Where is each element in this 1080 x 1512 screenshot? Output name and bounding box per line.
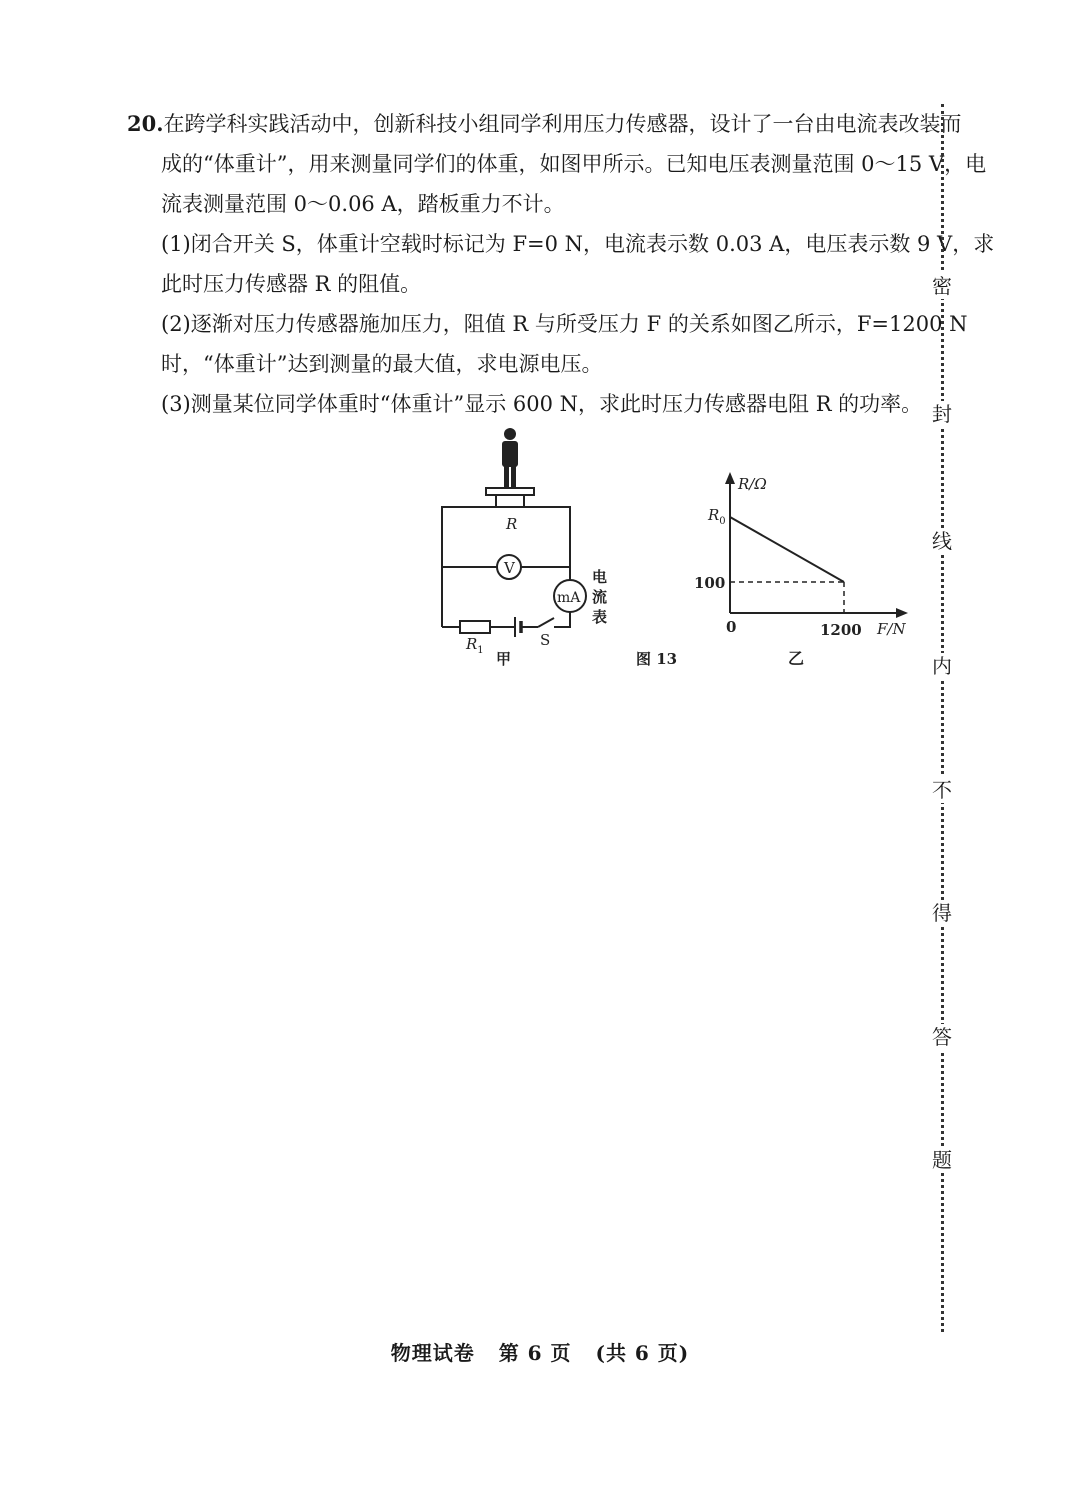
ammeter-label-3: 表: [592, 608, 608, 626]
question-number: 20.: [127, 111, 164, 136]
part-1-line-1: (1)闭合开关 S，体重计空载时标记为 F=0 N，电流表示数 0.03 A，电压表示数 9 V，求: [161, 232, 995, 256]
figure-caption: 图 13: [636, 650, 678, 668]
binding-char-5: 不: [932, 778, 952, 802]
binding-char-6: 得: [932, 901, 952, 925]
scale-plate: [486, 488, 534, 495]
circuit-caption: 甲: [496, 650, 512, 668]
resistor-label: $R_1$: [466, 635, 484, 656]
voltmeter-symbol: V: [504, 559, 515, 577]
person-icon: [502, 428, 518, 487]
figure-13: [420, 420, 920, 680]
y-top-label: $R_0$: [708, 506, 726, 527]
switch-S: [538, 618, 554, 627]
binding-char-7: 答: [932, 1025, 952, 1049]
x-axis-label: F/N: [877, 620, 906, 638]
binding-char-8: 题: [932, 1148, 952, 1172]
question-stem-line-2: 成的“体重计”，用来测量同学们的体重，如图甲所示。已知电压表测量范围 0～15 V，电: [161, 152, 987, 176]
r-f-line: [730, 517, 844, 582]
y-tick-label: 100: [694, 574, 726, 592]
page-footer: [0, 1337, 1080, 1366]
sensor-label: R: [506, 515, 518, 533]
r-f-graph: [694, 472, 908, 668]
y-axis-arrow: [725, 472, 735, 484]
question-line-1: [127, 104, 962, 144]
footer-subject: 物理试卷: [390, 1341, 475, 1365]
graph-caption: 乙: [788, 649, 805, 668]
circuit-diagram: [442, 428, 607, 668]
ammeter-label-2: 流: [592, 588, 608, 606]
pressure-sensor-R: [496, 495, 524, 507]
footer-page: 第 6 页: [498, 1341, 572, 1365]
footer-total: (共 6 页): [595, 1341, 690, 1365]
origin-label: 0: [726, 618, 737, 636]
x-tick-label: 1200: [820, 621, 862, 639]
ammeter-label-1: 电: [592, 568, 608, 586]
binding-char-2: 封: [932, 402, 952, 426]
binding-char-3: 线: [932, 529, 952, 553]
x-axis-arrow: [896, 608, 908, 618]
part-2-line-1: (2)逐渐对压力传感器施加压力，阻值 R 与所受压力 F 的关系如图乙所示，F=1200 N: [161, 312, 968, 336]
resistor-R1: [460, 621, 490, 633]
y-axis-label: R/Ω: [738, 475, 767, 493]
question-stem-line-3: 流表测量范围 0～0.06 A，踏板重力不计。: [161, 192, 565, 216]
switch-label: S: [540, 631, 551, 649]
part-1-line-2: 此时压力传感器 R 的阻值。: [161, 272, 422, 296]
binding-char-4: 内: [932, 654, 952, 678]
part-2-line-2: 时，“体重计”达到测量的最大值，求电源电压。: [161, 352, 603, 376]
question-20: [127, 104, 995, 424]
wire-switch-right: [554, 612, 570, 627]
binding-char-1: 密: [932, 274, 952, 298]
part-3-line-1: (3)测量某位同学体重时“体重计”显示 600 N，求此时压力传感器电阻 R 的功率。: [161, 392, 923, 416]
question-stem-line-1: 在跨学科实践活动中，创新科技小组同学利用压力传感器，设计了一台由电流表改装而: [163, 112, 962, 136]
ammeter-symbol: mA: [557, 590, 581, 606]
